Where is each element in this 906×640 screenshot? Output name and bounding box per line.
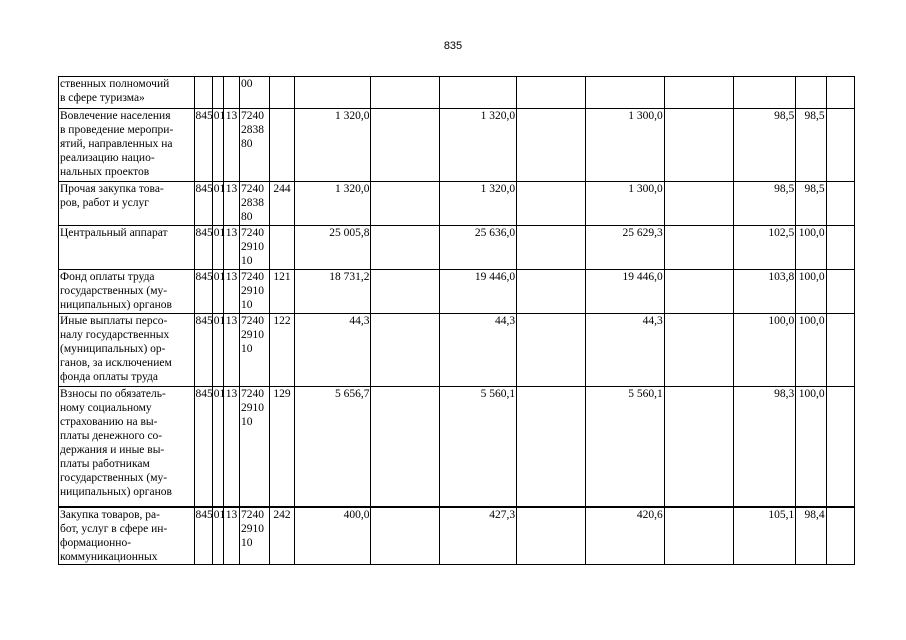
- percent-1-cell: 102,5: [733, 226, 796, 270]
- empty-cell: [371, 77, 440, 109]
- value-2-cell: 5 560,1: [440, 387, 517, 507]
- row-name-cell: Закупка товаров, ра- бот, услуг в сфере ин- формационно- коммуникационных: [59, 507, 195, 565]
- subsection-cell: 13: [223, 387, 239, 507]
- expense-type-cell: [270, 77, 294, 109]
- value-2-cell: 25 636,0: [440, 226, 517, 270]
- budget-table: [58, 76, 855, 565]
- empty-cell: [826, 387, 854, 507]
- target-article-cell: 7240 2838 80: [240, 109, 270, 182]
- empty-cell: [826, 226, 854, 270]
- section-cell: 01: [212, 226, 223, 270]
- value-1-cell: 400,0: [294, 507, 371, 565]
- row-name-cell: Вовлечение населения в проведение меропри- ятий, направленных на реализацию нацио- нальных проектов: [59, 109, 195, 182]
- percent-1-cell: 98,5: [733, 182, 796, 226]
- empty-cell: [371, 182, 440, 226]
- row-name-cell: Взносы по обязатель- ному социальному страхованию на вы- платы денежного со- держания и иные вы- платы работникам государственных (му- ниципальных) органов: [59, 387, 195, 507]
- value-2-cell: 1 320,0: [440, 109, 517, 182]
- expense-type-cell: [270, 109, 294, 182]
- grbs-cell: 845: [194, 226, 212, 270]
- target-article-cell: 7240 2910 10: [240, 314, 270, 387]
- value-1-cell: 5 656,7: [294, 387, 371, 507]
- percent-2-cell: 98,5: [796, 182, 826, 226]
- grbs-cell: 845: [194, 182, 212, 226]
- empty-cell: [371, 226, 440, 270]
- value-3-cell: 1 300,0: [585, 182, 664, 226]
- empty-cell: [664, 226, 733, 270]
- table-row: [59, 182, 855, 226]
- subsection-cell: 13: [223, 109, 239, 182]
- value-3-cell: 420,6: [585, 507, 664, 565]
- empty-cell: [826, 270, 854, 314]
- empty-cell: [371, 270, 440, 314]
- expense-type-cell: 122: [270, 314, 294, 387]
- empty-cell: [517, 182, 586, 226]
- percent-2-cell: 100,0: [796, 226, 826, 270]
- target-article-cell: 7240 2910 10: [240, 270, 270, 314]
- target-article-cell: 7240 2910 10: [240, 507, 270, 565]
- grbs-cell: [194, 77, 212, 109]
- table-row: [59, 387, 855, 507]
- percent-1-cell: 103,8: [733, 270, 796, 314]
- subsection-cell: 13: [223, 270, 239, 314]
- expense-type-cell: 244: [270, 182, 294, 226]
- subsection-cell: 13: [223, 507, 239, 565]
- empty-cell: [664, 77, 733, 109]
- section-cell: 01: [212, 507, 223, 565]
- table-row: [59, 226, 855, 270]
- percent-1-cell: 98,5: [733, 109, 796, 182]
- value-2-cell: 19 446,0: [440, 270, 517, 314]
- target-article-cell: 7240 2838 80: [240, 182, 270, 226]
- row-name-cell: Иные выплаты персо- налу государственных (муниципальных) ор- ганов, за исключением фонда оплаты труда: [59, 314, 195, 387]
- percent-2-cell: 100,0: [796, 314, 826, 387]
- percent-1-cell: 105,1: [733, 507, 796, 565]
- table-body: [59, 77, 855, 565]
- row-name-cell: ственных полномочий в сфере туризма»: [59, 77, 195, 109]
- expense-type-cell: 242: [270, 507, 294, 565]
- value-2-cell: 1 320,0: [440, 182, 517, 226]
- empty-cell: [826, 507, 854, 565]
- target-article-cell: 7240 2910 10: [240, 387, 270, 507]
- value-2-cell: 427,3: [440, 507, 517, 565]
- subsection-cell: 13: [223, 314, 239, 387]
- section-cell: [212, 77, 223, 109]
- value-3-cell: 1 300,0: [585, 109, 664, 182]
- empty-cell: [517, 507, 586, 565]
- expense-type-cell: 121: [270, 270, 294, 314]
- empty-cell: [371, 314, 440, 387]
- value-3-cell: 25 629,3: [585, 226, 664, 270]
- empty-cell: [664, 109, 733, 182]
- value-3-cell: 19 446,0: [585, 270, 664, 314]
- percent-2-cell: 98,4: [796, 507, 826, 565]
- percent-1-cell: [733, 77, 796, 109]
- row-name-cell: Фонд оплаты труда государственных (му- ниципальных) органов: [59, 270, 195, 314]
- empty-cell: [826, 109, 854, 182]
- table-row: [59, 507, 855, 565]
- empty-cell: [826, 314, 854, 387]
- percent-1-cell: 98,3: [733, 387, 796, 507]
- grbs-cell: 845: [194, 314, 212, 387]
- empty-cell: [664, 314, 733, 387]
- empty-cell: [826, 182, 854, 226]
- value-3-cell: [585, 77, 664, 109]
- empty-cell: [664, 387, 733, 507]
- section-cell: 01: [212, 314, 223, 387]
- percent-2-cell: 98,5: [796, 109, 826, 182]
- expense-type-cell: [270, 226, 294, 270]
- subsection-cell: 13: [223, 226, 239, 270]
- empty-cell: [517, 226, 586, 270]
- value-1-cell: 1 320,0: [294, 109, 371, 182]
- page-number: 835: [443, 40, 463, 52]
- table-row: [59, 77, 855, 109]
- empty-cell: [371, 387, 440, 507]
- value-3-cell: 44,3: [585, 314, 664, 387]
- grbs-cell: 845: [194, 387, 212, 507]
- section-cell: 01: [212, 270, 223, 314]
- value-1-cell: 25 005,8: [294, 226, 371, 270]
- empty-cell: [517, 387, 586, 507]
- row-name-cell: Прочая закупка това- ров, работ и услуг: [59, 182, 195, 226]
- row-name-cell: Центральный аппарат: [59, 226, 195, 270]
- value-1-cell: 44,3: [294, 314, 371, 387]
- empty-cell: [517, 314, 586, 387]
- empty-cell: [664, 270, 733, 314]
- table-row: [59, 270, 855, 314]
- empty-cell: [517, 77, 586, 109]
- expense-type-cell: 129: [270, 387, 294, 507]
- subsection-cell: 13: [223, 182, 239, 226]
- empty-cell: [371, 507, 440, 565]
- empty-cell: [371, 109, 440, 182]
- percent-1-cell: 100,0: [733, 314, 796, 387]
- empty-cell: [826, 77, 854, 109]
- percent-2-cell: 100,0: [796, 270, 826, 314]
- subsection-cell: [223, 77, 239, 109]
- empty-cell: [664, 507, 733, 565]
- value-1-cell: 1 320,0: [294, 182, 371, 226]
- empty-cell: [664, 182, 733, 226]
- table-row: [59, 109, 855, 182]
- value-1-cell: [294, 77, 371, 109]
- grbs-cell: 845: [194, 507, 212, 565]
- grbs-cell: 845: [194, 270, 212, 314]
- section-cell: 01: [212, 387, 223, 507]
- grbs-cell: 845: [194, 109, 212, 182]
- table-row: [59, 314, 855, 387]
- percent-2-cell: 100,0: [796, 387, 826, 507]
- value-2-cell: 44,3: [440, 314, 517, 387]
- section-cell: 01: [212, 109, 223, 182]
- target-article-cell: 7240 2910 10: [240, 226, 270, 270]
- value-2-cell: [440, 77, 517, 109]
- value-1-cell: 18 731,2: [294, 270, 371, 314]
- value-3-cell: 5 560,1: [585, 387, 664, 507]
- section-cell: 01: [212, 182, 223, 226]
- percent-2-cell: [796, 77, 826, 109]
- target-article-cell: 00: [240, 77, 270, 109]
- empty-cell: [517, 109, 586, 182]
- empty-cell: [517, 270, 586, 314]
